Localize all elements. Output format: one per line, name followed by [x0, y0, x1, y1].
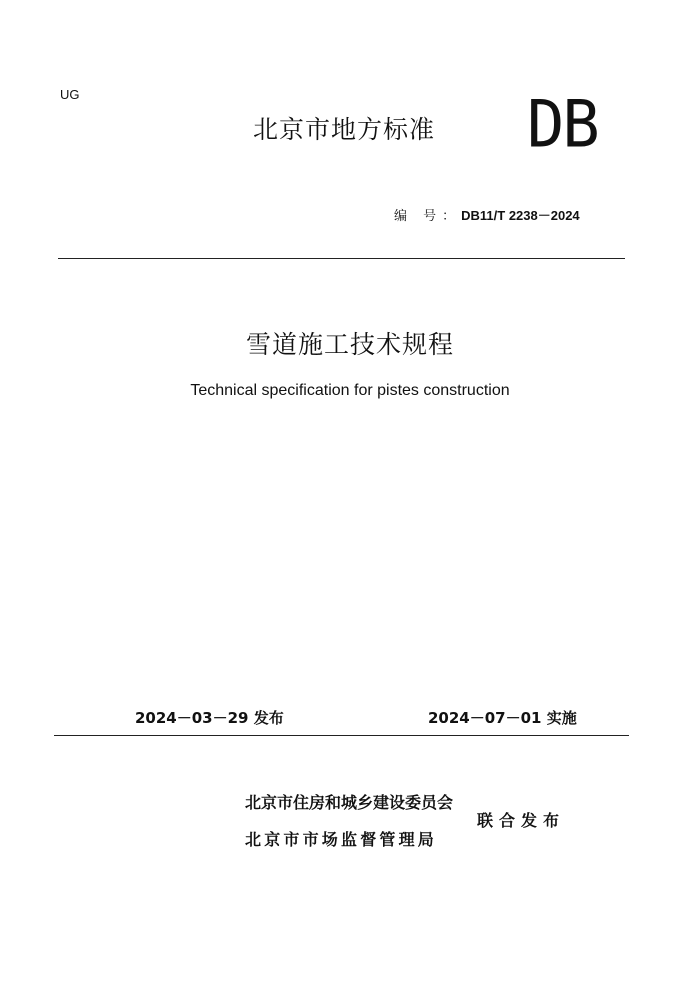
document-title-zh: 雪道施工技术规程 [245, 330, 454, 359]
publish-date: 2024－03－29 发布 [135, 709, 284, 727]
implement-date: 2024－07－01 实施 [428, 709, 577, 727]
top-divider [58, 258, 625, 259]
classification-code: UG [60, 87, 80, 102]
db-logo-mark: DB [527, 85, 598, 163]
joint-release-label: 联合发布 [477, 811, 566, 830]
standard-number-line [394, 205, 580, 224]
standard-number-label: 编 号： [394, 209, 462, 224]
standard-type-heading: 北京市地方标准 [253, 115, 436, 144]
issuer-market-regulation: 北京市市场监督管理局 [245, 830, 438, 849]
bottom-divider [54, 735, 629, 736]
document-title-en: Technical specification for pistes construction [190, 382, 510, 399]
issuer-housing-commission: 北京市住房和城乡建设委员会 [245, 793, 454, 812]
standard-number-value: DB11/T 2238－2024 [461, 208, 580, 223]
